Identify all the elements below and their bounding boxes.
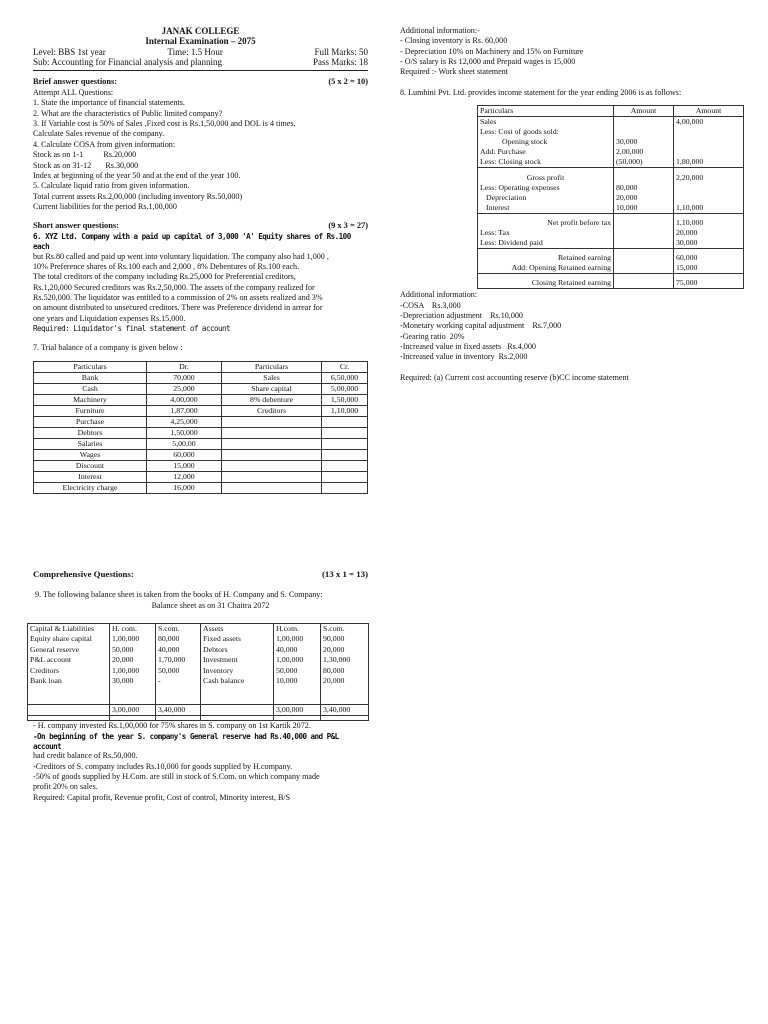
cell: 1,10,000	[674, 218, 744, 228]
cell: 30,000	[674, 238, 744, 249]
table-row	[478, 157, 744, 168]
cell: Less: Cost of goods sold:	[478, 127, 614, 137]
table-row	[478, 173, 744, 183]
table-row	[478, 193, 744, 203]
comprehensive-marks: (13 x 1 = 13)	[321, 569, 368, 579]
cell: Retained earning	[478, 253, 614, 263]
cell: P&L account	[28, 655, 110, 666]
table-row	[34, 384, 368, 395]
cell: 1,00,000	[274, 655, 321, 666]
bs-subtitle: Balance sheet as on 31 Chaitra 2072	[151, 600, 270, 610]
th-particulars: Particulars	[478, 106, 614, 117]
cell: Debtors	[201, 645, 274, 656]
table-row	[478, 278, 744, 289]
th-assets: Assets	[201, 623, 274, 634]
q9-intro: 9. The following balance sheet is taken from the books of H. Company and S. Company:	[35, 590, 323, 600]
q9-note: Required: Capital profit, Revenue profit, Cost of control, Minority interest, B/S	[33, 792, 291, 802]
level: Level: BBS 1st year	[33, 46, 106, 57]
cell: Cash balance	[201, 676, 274, 687]
cell: (50,000)	[614, 157, 674, 168]
cell: Electricity charge	[34, 483, 147, 494]
cell: Depreciation	[478, 193, 614, 203]
cell: 10,000	[614, 203, 674, 214]
cell	[322, 439, 368, 450]
cell: 20,000	[674, 228, 744, 238]
cell: Interest	[34, 472, 147, 483]
cell: 50,000	[110, 645, 156, 656]
cell: Investment	[201, 655, 274, 666]
q9-note-1: - H. company invested Rs.1,00,000 for 75% shares in S. company on 1st Kartik 2072.	[33, 721, 311, 731]
q6-line: The total creditors of the company including Rs.25,000 for Preferential creditors,	[33, 272, 296, 282]
q7-additional: Additional information:-	[400, 26, 480, 35]
table-row	[478, 117, 744, 128]
cell	[322, 483, 368, 494]
cell: 6,50,000	[322, 373, 368, 384]
q9-note-handwritten: -On beginning of the year S. company's General reserve had Rs.40,000 and P&L account	[33, 731, 339, 751]
cell: 75,000	[674, 278, 744, 289]
cell: 1,50,000	[322, 395, 368, 406]
q8-additional-line: -Monetary working capital adjustment Rs.7,000	[400, 321, 562, 331]
th-h-com: H. com.	[110, 623, 156, 634]
cell: Less: Operating expenses	[478, 183, 614, 193]
totals-row	[28, 704, 369, 716]
cell: 1,87,000	[147, 406, 222, 417]
cell: 5,00,000	[322, 384, 368, 395]
table-row	[28, 634, 369, 645]
spacer-row	[28, 687, 369, 705]
brief-line: Calculate Sales revenue of the company.	[33, 129, 165, 139]
comprehensive-section	[30, 569, 368, 803]
cell: 1,10,000	[674, 203, 744, 214]
cell: Less: Closing stock	[478, 157, 614, 168]
table-header-row	[28, 623, 369, 634]
cell: 60,000	[147, 450, 222, 461]
cell: Sales	[478, 117, 614, 128]
full-marks: Full Marks: 50	[314, 46, 368, 57]
cell	[28, 704, 110, 716]
brief-line: Current liabilities for the period Rs.1,00,000	[33, 201, 177, 211]
table-row	[28, 645, 369, 656]
cell	[322, 450, 368, 461]
q6-required: Required: Liquidator's final statement of account	[33, 324, 231, 334]
table-row	[34, 483, 368, 494]
table-header-row	[34, 362, 368, 373]
q9-note: -Creditors of S. company includes Rs.10,000 for goods supplied by H.company.	[33, 761, 293, 771]
cell: Inventory	[201, 666, 274, 677]
table-header-row	[478, 106, 744, 117]
brief-line: 2. What are the characteristics of Public limited company?	[33, 108, 223, 118]
table-row	[34, 461, 368, 472]
cell: Equity share capital	[28, 634, 110, 645]
cell: Add: Opening Retained earning	[478, 263, 614, 274]
cell: 80,000	[321, 666, 369, 677]
cell: 1,00,000	[274, 634, 321, 645]
right-column	[400, 26, 740, 383]
cell: Purchase	[34, 417, 147, 428]
cell: 40,000	[156, 645, 201, 656]
cell: 60,000	[674, 253, 744, 263]
cell: 25,000	[147, 384, 222, 395]
cell: 5,00,00	[147, 439, 222, 450]
cell: 10,000	[274, 676, 321, 687]
brief-heading	[33, 77, 368, 88]
header-divider	[33, 70, 368, 71]
brief-line: 4. Calculate COSA from given information:	[33, 139, 176, 149]
table-row	[34, 373, 368, 384]
college-name: JANAK COLLEGE	[161, 26, 240, 36]
cell	[222, 472, 322, 483]
cell: 4,00,000	[674, 117, 744, 128]
table-row	[34, 406, 368, 417]
q8-intro: 8. Lumbini Pvt. Ltd. provides income statement for the year ending 2006 is as follows:	[400, 87, 682, 97]
cell	[322, 417, 368, 428]
comprehensive-heading	[33, 569, 368, 580]
cell: 1,80,000	[674, 157, 744, 168]
cell: 8% debenture	[222, 395, 322, 406]
table-row	[478, 218, 744, 228]
q6-line: Rs.1,20,000 Secured creditors was Rs.2,50,000. The assets of the company realized for	[33, 282, 315, 292]
brief-line: Stock as on 1-1 Rs.20,000	[33, 150, 137, 160]
brief-marks: (5 x 2 = 10)	[328, 77, 368, 87]
q7-additional: - O/S salary is Rs 12,000 and Prepaid wages is 15,000	[400, 57, 576, 67]
cell: 80,000	[156, 634, 201, 645]
cell	[222, 450, 322, 461]
th-s-com-assets: S.com.	[321, 623, 369, 634]
th-amount-1: Amount	[614, 106, 674, 117]
cell: Less: Tax	[478, 228, 614, 238]
subject: Sub: Accounting for Financial analysis and planning	[33, 57, 222, 68]
th-cap-liab: Capital & Liabilities	[28, 623, 110, 634]
th-h-com-assets: H.com.	[274, 623, 321, 634]
cell: 1,50,000	[147, 428, 222, 439]
table-row	[34, 417, 368, 428]
cell: Closing Retained earning	[478, 278, 614, 289]
table-row	[478, 137, 744, 147]
cell: 16,000	[147, 483, 222, 494]
cell: Fixed assets	[201, 634, 274, 645]
cell: -	[156, 676, 201, 687]
pass-marks: Pass Marks: 18	[312, 57, 368, 68]
total-h-assets: 3,00,000	[274, 704, 321, 716]
cell: Bank	[34, 373, 147, 384]
q8-additional-line: -Gearing ratio 20%	[400, 331, 465, 341]
total-s-assets: 3,40,000	[321, 704, 369, 716]
cell: 90,000	[321, 634, 369, 645]
cell: 1,10,000	[322, 406, 368, 417]
brief-line: Total current assets Rs.2,00,000 (including inventory Rs.50,000)	[33, 191, 243, 201]
cell	[222, 428, 322, 439]
q8-additional-line: -Depreciation adjustment Rs.10,000	[400, 310, 523, 320]
q8-additional-line: -Increased value in fixed assets Rs.4,000	[400, 341, 536, 351]
cell: Sales	[222, 373, 322, 384]
cell	[322, 428, 368, 439]
table-row	[478, 127, 744, 137]
cell: Creditors	[28, 666, 110, 677]
q8-required: Required: (a) Current cost accounting reserve (b)CC income statement	[400, 372, 629, 382]
q7-intro: 7. Trial balance of a company is given below :	[33, 342, 183, 352]
cell: 12,000	[147, 472, 222, 483]
cell: 40,000	[274, 645, 321, 656]
brief-line: 5. Calculate liquid ratio from given information.	[33, 181, 190, 191]
cell: Net profit before tax	[478, 218, 614, 228]
cell: 4,25,000	[147, 417, 222, 428]
table-row	[478, 228, 744, 238]
table-row	[34, 395, 368, 406]
th-cr: Cr.	[322, 362, 368, 373]
trial-balance-table	[33, 361, 368, 494]
th-particulars-cr: Particulars	[222, 362, 322, 373]
th-s-com: S.com.	[156, 623, 201, 634]
table-row	[34, 439, 368, 450]
cell: 4,00,000	[147, 395, 222, 406]
th-dr: Dr.	[147, 362, 222, 373]
cell: 1,70,000	[156, 655, 201, 666]
total-h-liab: 3,00,000	[110, 704, 156, 716]
cell: 50,000	[156, 666, 201, 677]
cell	[222, 417, 322, 428]
cell: 30,000	[614, 137, 674, 147]
total-s-liab: 3,40,000	[156, 704, 201, 716]
left-column	[33, 26, 368, 494]
brief-line: Index at beginning of the year 50 and at the end of the year 100.	[33, 170, 241, 180]
brief-line: 3. If Variable cost is 50% of Sales ,Fixed cost is Rs.1,50,000 and DOL is 4 times,	[33, 119, 296, 129]
cell: 50,000	[274, 666, 321, 677]
cell: Furniture	[34, 406, 147, 417]
table-row	[478, 147, 744, 157]
q6-handwritten: 6. XYZ Ltd. Company with a paid up capital of 3,000 'A' Equity shares of Rs.100 each	[33, 232, 351, 251]
table-row	[478, 238, 744, 249]
cell: Gross profit	[478, 173, 614, 183]
header-row-1	[33, 47, 368, 58]
cell: Salaries	[34, 439, 147, 450]
balance-sheet-table	[27, 623, 369, 722]
table-row	[478, 183, 744, 193]
q7-additional: - Closing inventory is Rs. 60,000	[400, 36, 508, 46]
q7-additional: Required :- Work sheet statement	[400, 67, 508, 77]
cell: General reserve	[28, 645, 110, 656]
comprehensive-title: Comprehensive Questions:	[33, 569, 134, 579]
cell: 20,000	[110, 655, 156, 666]
cell: Less: Dividend paid	[478, 238, 614, 249]
cell: Interest	[478, 203, 614, 214]
q6-line: one years and Liquidation expenses Rs.15,000.	[33, 313, 186, 323]
cell: Opening stock	[478, 137, 614, 147]
cell: Creditors	[222, 406, 322, 417]
income-statement-table	[477, 105, 744, 289]
cell: 1,00,000	[110, 634, 156, 645]
cell	[222, 483, 322, 494]
table-row	[28, 676, 369, 687]
cell: 15,000	[147, 461, 222, 472]
table-row	[28, 655, 369, 666]
bottom-row	[28, 716, 369, 721]
cell: Machinery	[34, 395, 147, 406]
q6-line: but Rs.80 called and paid up went into voluntary liquidation. The company also had 1,000 ,	[33, 251, 329, 261]
brief-instruction: Attempt ALL Questions:	[33, 88, 114, 98]
short-marks: (9 x 3 = 27)	[328, 221, 368, 231]
brief-line: Stock as on 31-12 Rs.30,000	[33, 160, 139, 170]
cell	[322, 461, 368, 472]
exam-title: Internal Examination – 2075	[145, 36, 256, 47]
brief-title: Brief answer questions:	[33, 77, 118, 87]
th-amount-2: Amount	[674, 106, 744, 117]
cell: Bank loan	[28, 676, 110, 687]
q6-line: Rs.520,000. The liquidator was entitled to a commission of 2% on assets realized and 3%	[33, 292, 323, 302]
cell	[222, 461, 322, 472]
cell: 1,00,000	[110, 666, 156, 677]
cell	[322, 472, 368, 483]
q9-note: profit 20% on sales.	[33, 782, 98, 792]
cell: 20,000	[614, 193, 674, 203]
cell	[201, 704, 274, 716]
th-particulars-dr: Particulars	[34, 362, 147, 373]
cell: Debtors	[34, 428, 147, 439]
brief-line: 1. State the importance of financial statements.	[33, 98, 185, 108]
cell: Cash	[34, 384, 147, 395]
q6-line: on amount distributed to unsecured creditors. There was Preference dividend in arrear for	[33, 303, 323, 313]
cell: 80,000	[614, 183, 674, 193]
cell: Add: Purchase	[478, 147, 614, 157]
q6-text	[33, 252, 368, 325]
table-row	[28, 666, 369, 677]
q8-additional-line: -COSA Rs.3,000	[400, 300, 461, 310]
cell: 20,000	[321, 676, 369, 687]
cell	[222, 439, 322, 450]
table-row	[478, 203, 744, 214]
q6-line: 10% Preference shares of Rs.100 each and 2,000 , 8% Debentures of Rs.100 each.	[33, 261, 300, 271]
brief-questions	[33, 98, 368, 212]
table-row	[478, 263, 744, 274]
table-row	[34, 472, 368, 483]
cell: Wages	[34, 450, 147, 461]
q8-additional	[400, 290, 740, 363]
q8-additional-line: Additional information:	[400, 290, 478, 300]
table-row	[478, 253, 744, 263]
q8-additional-line: -Increased value in inventory Rs.2,000	[400, 352, 528, 362]
cell: Discount	[34, 461, 147, 472]
time: Time: 1.5 Hour	[167, 46, 223, 57]
table-row	[34, 428, 368, 439]
header-row-2	[33, 57, 368, 68]
q9-note: -50% of goods supplied by H.Com. are still in stock of S.Com. on which company made	[33, 771, 320, 781]
cell: 2,20,000	[674, 173, 744, 183]
table-row	[34, 450, 368, 461]
short-title: Short answer questions:	[33, 221, 119, 231]
q7-additional: - Depreciation 10% on Machinery and 15% on Furniture	[400, 46, 584, 56]
cell: 15,000	[674, 263, 744, 274]
cell: Share capital	[222, 384, 322, 395]
cell: 2,00,000	[614, 147, 674, 157]
q9-note: had credit balance of Rs.50,000.	[33, 751, 138, 761]
cell: 70,000	[147, 373, 222, 384]
cell: 20,000	[321, 645, 369, 656]
cell: 1,30,000	[321, 655, 369, 666]
cell: 30,000	[110, 676, 156, 687]
short-heading	[33, 221, 368, 232]
